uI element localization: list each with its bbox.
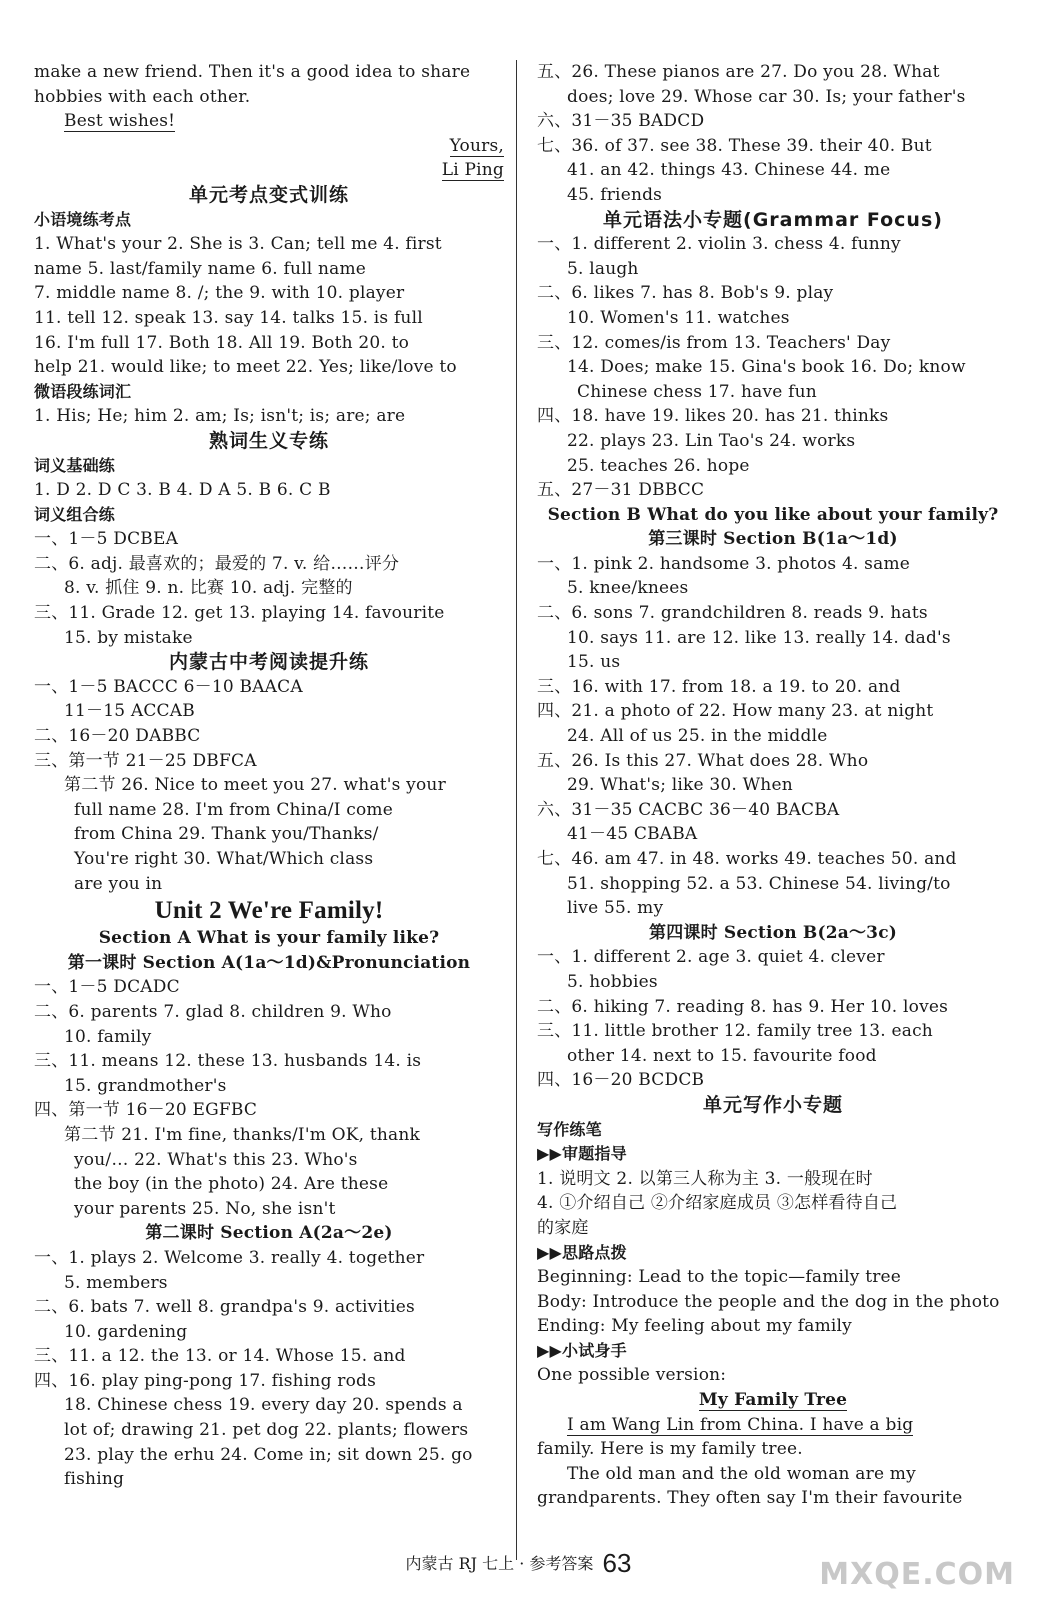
line-text: full name 28. I'm from China/I come <box>74 799 393 820</box>
line-text: 四、18. have 19. likes 20. has 21. thinks <box>537 406 889 427</box>
left-line <box>34 552 504 577</box>
line-text: 单元考点变式训练 <box>188 183 349 206</box>
line-text: 二、6. bats 7. well 8. grandpa's 9. activities <box>34 1297 415 1318</box>
right-line <box>537 724 1009 749</box>
right-line <box>537 970 1009 995</box>
right-line <box>537 109 1009 134</box>
right-line <box>537 896 1009 921</box>
left-line <box>34 1148 504 1173</box>
right-line <box>537 1142 1009 1167</box>
right-line <box>537 331 1009 356</box>
line-text: your parents 25. No, she isn't <box>74 1198 336 1219</box>
left-line <box>34 134 504 159</box>
line-text: 1. 说明文 2. 以第三人称为主 3. 一般现在时 <box>537 1168 873 1189</box>
line-text: 5. hobbies <box>567 971 658 992</box>
line-text: 15. grandmother's <box>64 1075 227 1096</box>
line-text: 5. knee/knees <box>567 578 689 599</box>
line-text: 三、11. Grade 12. get 13. playing 14. favourite <box>34 603 445 624</box>
left-line <box>34 1000 504 1025</box>
line-text: 四、第一节 16－20 EGFBC <box>34 1100 258 1121</box>
left-line <box>34 1221 504 1246</box>
line-text: help 21. would like; to meet 22. Yes; like/love to <box>34 357 457 378</box>
left-line <box>34 85 504 110</box>
right-line <box>537 921 1009 946</box>
right-line <box>537 306 1009 331</box>
left-line <box>34 724 504 749</box>
left-line <box>34 331 504 356</box>
right-line <box>537 1462 1009 1487</box>
left-line <box>34 281 504 306</box>
line-text: 8. v. 抓住 9. n. 比赛 10. adj. 完整的 <box>64 578 353 599</box>
line-text: 15. by mistake <box>64 627 193 648</box>
left-line <box>34 576 504 601</box>
left-line <box>34 1197 504 1222</box>
left-line <box>34 1295 504 1320</box>
line-text: 写作练笔 <box>537 1119 602 1139</box>
line-text: 第二课时 Section A(2a～2e) <box>145 1223 393 1244</box>
line-text: 五、26. These pianos are 27. Do you 28. What <box>537 62 940 82</box>
line-text: 二、6. likes 7. has 8. Bob's 9. play <box>537 283 834 304</box>
line-text: 10. says 11. are 12. like 13. really 14. dad's <box>567 627 951 648</box>
left-line <box>34 951 504 976</box>
right-line <box>537 429 1009 454</box>
page-number: 63 <box>602 1548 632 1578</box>
line-text: Section B What do you like about your family? <box>547 504 999 525</box>
line-text: 29. What's; like 30. When <box>567 775 793 796</box>
line-text: 15. us <box>567 652 621 673</box>
right-line <box>537 847 1009 872</box>
line-text: 第四课时 Section B(2a～3c) <box>649 922 897 943</box>
line-text: 五、27－31 DBBCC <box>537 480 705 501</box>
line-text: 七、36. of 37. see 38. These 39. their 40. But <box>537 135 932 156</box>
line-text: 单元写作小专题 <box>702 1093 843 1116</box>
line-text: 23. play the erhu 24. Come in; sit down 25. go <box>64 1444 473 1465</box>
line-text: family. Here is my family tree. <box>537 1439 803 1459</box>
right-line <box>537 1019 1009 1044</box>
line-text: 一、1. different 2. age 3. quiet 4. clever <box>537 947 885 968</box>
right-line <box>537 1093 1009 1118</box>
left-line <box>34 1418 504 1443</box>
right-line <box>537 1216 1009 1241</box>
line-text: ▶▶审题指导 <box>537 1144 627 1164</box>
left-line <box>34 232 504 257</box>
line-text: 5. laugh <box>567 258 639 279</box>
line-text: 熟词生义专练 <box>208 429 329 452</box>
right-line <box>537 454 1009 479</box>
left-line <box>34 60 504 85</box>
line-text: grandparents. They often say I'm their favourite <box>537 1488 963 1509</box>
right-line <box>537 749 1009 774</box>
line-text: 的家庭 <box>537 1217 589 1238</box>
left-line <box>34 1344 504 1369</box>
right-line <box>537 257 1009 282</box>
left-line <box>34 404 504 429</box>
line-text: 三、11. little brother 12. family tree 13. each <box>537 1021 933 1042</box>
line-text: 五、26. Is this 27. What does 28. Who <box>537 750 869 771</box>
right-line <box>537 995 1009 1020</box>
line-text: name 5. last/family name 6. full name <box>34 258 367 279</box>
left-line <box>34 1467 504 1492</box>
right-line <box>537 1167 1009 1192</box>
right-line <box>537 675 1009 700</box>
left-line <box>34 478 504 503</box>
right-line <box>537 527 1009 552</box>
line-text: you/… 22. What's this 23. Who's <box>74 1149 358 1170</box>
line-text: 七、46. am 47. in 48. works 49. teaches 50. and <box>537 849 957 869</box>
line-text: 二、6. adj. 最喜欢的；最爱的 7. v. 给……评分 <box>34 553 400 574</box>
right-line <box>537 503 1009 528</box>
left-line <box>34 626 504 651</box>
right-line <box>537 380 1009 405</box>
right-line <box>537 1118 1009 1143</box>
right-line <box>537 552 1009 577</box>
line-text: 单元语法小专题(Grammar Focus) <box>603 208 943 231</box>
right-line <box>537 650 1009 675</box>
line-text: 三、11. means 12. these 13. husbands 14. is <box>34 1051 422 1072</box>
right-line <box>537 601 1009 626</box>
left-line <box>34 503 504 528</box>
line-text: 22. plays 23. Lin Tao's 24. works <box>567 430 856 451</box>
line-text: 六、31－35 BADCD <box>537 111 705 132</box>
right-line <box>537 281 1009 306</box>
right-column <box>537 60 1009 1511</box>
line-text: 二、16－20 DABBC <box>34 726 201 747</box>
line-text: Best wishes! <box>64 111 176 132</box>
line-text: are you in <box>74 873 163 894</box>
right-line <box>537 208 1009 233</box>
right-line <box>537 1265 1009 1290</box>
left-line <box>34 699 504 724</box>
left-line <box>34 1271 504 1296</box>
right-line <box>537 1388 1009 1413</box>
right-line <box>537 872 1009 897</box>
line-text: 第一课时 Section A(1a～1d)&Pronunciation <box>67 952 471 973</box>
left-line <box>34 601 504 626</box>
column-divider <box>516 60 517 1560</box>
line-text: 18. Chinese chess 19. every day 20. spends a <box>64 1395 463 1416</box>
line-text: The old man and the old woman are my <box>567 1463 916 1484</box>
line-text: Yours, <box>449 135 504 156</box>
line-text: 小语境练考点 <box>34 209 132 229</box>
line-text: 11－15 ACCAB <box>64 701 195 722</box>
right-line <box>537 576 1009 601</box>
left-line <box>34 926 504 951</box>
line-text: Body: Introduce the people and the dog in the photo <box>537 1291 1000 1312</box>
left-line <box>34 1098 504 1123</box>
line-text: 第二节 26. Nice to meet you 27. what's your <box>64 775 446 796</box>
line-text: lot of; drawing 21. pet dog 22. plants; flowers <box>64 1420 469 1441</box>
line-text: 一、1－5 BACCC 6－10 BAACA <box>34 676 303 697</box>
right-line <box>537 1044 1009 1069</box>
line-text: 11. tell 12. speak 13. say 14. talks 15. is full <box>34 307 423 328</box>
right-line <box>537 798 1009 823</box>
right-line <box>537 822 1009 847</box>
right-line <box>537 158 1009 183</box>
right-line <box>537 945 1009 970</box>
line-text: 一、1. pink 2. handsome 3. photos 4. same <box>537 553 911 574</box>
line-text: other 14. next to 15. favourite food <box>567 1045 877 1066</box>
left-line <box>34 306 504 331</box>
right-line <box>537 232 1009 257</box>
watermark: MXQE.COM <box>819 1557 1015 1592</box>
line-text: 1. His; He; him 2. am; Is; isn't; is; are; are <box>34 406 406 427</box>
line-text: 一、1. plays 2. Welcome 3. really 4. together <box>34 1247 425 1268</box>
right-line <box>537 183 1009 208</box>
line-text: 三、12. comes/is from 13. Teachers' Day <box>537 332 891 353</box>
line-text: One possible version: <box>537 1365 727 1386</box>
line-text: hobbies with each other. <box>34 86 251 107</box>
line-text: 三、16. with 17. from 18. a 19. to 20. and <box>537 676 901 697</box>
right-line <box>537 1363 1009 1388</box>
line-text: 14. Does; make 15. Gina's book 16. Do; know <box>567 357 966 378</box>
left-line <box>34 822 504 847</box>
line-text: 10. family <box>64 1026 152 1047</box>
line-text: 三、第一节 21－25 DBFCA <box>34 750 257 771</box>
right-line <box>537 60 1009 85</box>
line-text: does; love 29. Whose car 30. Is; your father's <box>567 86 966 107</box>
line-text: 16. I'm full 17. Both 18. All 19. Both 20. to <box>34 332 410 353</box>
right-line <box>537 134 1009 159</box>
left-line <box>34 1320 504 1345</box>
left-line <box>34 1074 504 1099</box>
line-text: Section A What is your family like? <box>98 928 440 949</box>
right-line <box>537 1191 1009 1216</box>
line-text: 三、11. a 12. the 13. or 14. Whose 15. and <box>34 1346 406 1367</box>
left-line <box>34 183 504 208</box>
line-text: the boy (in the photo) 24. Are these <box>74 1174 389 1195</box>
line-text: You're right 30. What/Which class <box>74 849 374 869</box>
left-line <box>34 429 504 454</box>
left-line <box>34 208 504 233</box>
left-line <box>34 975 504 1000</box>
line-text: 内蒙古中考阅读提升练 <box>168 651 369 674</box>
left-line <box>34 1443 504 1468</box>
left-line <box>34 650 504 675</box>
left-line <box>34 773 504 798</box>
left-line <box>34 1246 504 1271</box>
right-line <box>537 773 1009 798</box>
left-line <box>34 1172 504 1197</box>
right-line <box>537 1486 1009 1511</box>
line-text: My Family Tree <box>698 1390 848 1411</box>
line-text: from China 29. Thank you/Thanks/ <box>74 824 379 845</box>
left-line <box>34 896 504 926</box>
left-line <box>34 1369 504 1394</box>
left-line <box>34 109 504 134</box>
line-text: 第二节 21. I'm fine, thanks/I'm OK, thank <box>64 1124 421 1145</box>
line-text: 41－45 CBABA <box>567 824 698 845</box>
right-line <box>537 1339 1009 1364</box>
line-text: 四、16－20 BCDCB <box>537 1070 705 1091</box>
line-text: 1. D 2. D C 3. B 4. D A 5. B 6. C B <box>34 480 331 501</box>
right-line <box>537 699 1009 724</box>
line-text: 25. teaches 26. hope <box>567 455 750 476</box>
underlined-word: family. <box>537 1437 595 1462</box>
line-text: 45. friends <box>567 184 663 205</box>
line-text: 一、1－5 DCBEA <box>34 529 179 550</box>
line-text: 5. members <box>64 1272 168 1293</box>
right-line <box>537 478 1009 503</box>
line-text: 微语段练词汇 <box>34 381 132 401</box>
footer-label: 内蒙古 RJ 七上 · 参考答案 <box>405 1554 594 1573</box>
right-line <box>537 1241 1009 1266</box>
right-line <box>537 355 1009 380</box>
line-text: 一、1－5 DCADC <box>34 977 180 998</box>
line-text: 词义组合练 <box>34 504 116 524</box>
right-line <box>537 626 1009 651</box>
left-line <box>34 454 504 479</box>
right-line <box>537 85 1009 110</box>
line-text: 10. Women's 11. watches <box>567 307 790 328</box>
line-text: 四、21. a photo of 22. How many 23. at night <box>537 701 934 722</box>
line-text: I am Wang Lin from China. I have a big <box>567 1414 914 1435</box>
line-text: Beginning: Lead to the topic—family tree <box>537 1267 902 1288</box>
line-text: 24. All of us 25. in the middle <box>567 726 828 747</box>
line-text: fishing <box>64 1469 125 1490</box>
line-text: 二、6. hiking 7. reading 8. has 9. Her 10. loves <box>537 996 949 1017</box>
right-line <box>537 1437 1009 1462</box>
left-line <box>34 1049 504 1074</box>
left-line <box>34 798 504 823</box>
line-text: 1. What's your 2. She is 3. Can; tell me 4. first <box>34 234 442 255</box>
left-line <box>34 257 504 282</box>
line-text: Chinese chess 17. have fun <box>577 381 817 402</box>
line-text: 四、16. play ping-pong 17. fishing rods <box>34 1370 377 1391</box>
right-line <box>537 1290 1009 1315</box>
right-line <box>537 404 1009 429</box>
left-line <box>34 355 504 380</box>
line-text: 4. ①介绍自己 ②介绍家庭成员 ③怎样看待自己 <box>537 1193 898 1214</box>
left-line <box>34 158 504 183</box>
line-text: 第三课时 Section B(1a～1d) <box>648 529 898 550</box>
line-text: 51. shopping 52. a 53. Chinese 54. living/to <box>567 873 951 894</box>
right-line <box>537 1314 1009 1339</box>
left-line <box>34 1025 504 1050</box>
line-text: 一、1. different 2. violin 3. chess 4. funny <box>537 234 901 255</box>
line-text: 7. middle name 8. /; the 9. with 10. player <box>34 283 405 304</box>
line-text: ▶▶思路点拨 <box>537 1242 627 1262</box>
left-line <box>34 847 504 872</box>
line-text: Unit 2 We're Family! <box>154 897 384 925</box>
left-line <box>34 1393 504 1418</box>
left-line <box>34 872 504 897</box>
left-line <box>34 527 504 552</box>
left-line <box>34 675 504 700</box>
line-text: 41. an 42. things 43. Chinese 44. me <box>567 160 891 181</box>
left-column <box>34 60 504 1492</box>
line-text: Li Ping <box>441 160 504 181</box>
line-text: make a new friend. Then it's a good idea to share <box>34 62 471 82</box>
line-text: ▶▶小试身手 <box>537 1340 627 1360</box>
left-line <box>34 1123 504 1148</box>
line-text: 六、31－35 CACBC 36－40 BACBA <box>537 799 840 820</box>
line-text: 10. gardening <box>64 1321 188 1342</box>
left-line <box>34 749 504 774</box>
left-line <box>34 380 504 405</box>
right-line <box>537 1068 1009 1093</box>
line-text: 二、6. sons 7. grandchildren 8. reads 9. hats <box>537 603 928 624</box>
line-text: live 55. my <box>567 898 664 919</box>
line-text: 词义基础练 <box>34 455 116 475</box>
line-text: 二、6. parents 7. glad 8. children 9. Who <box>34 1001 392 1022</box>
right-line <box>537 1413 1009 1438</box>
line-text: Ending: My feeling about my family <box>537 1316 852 1337</box>
